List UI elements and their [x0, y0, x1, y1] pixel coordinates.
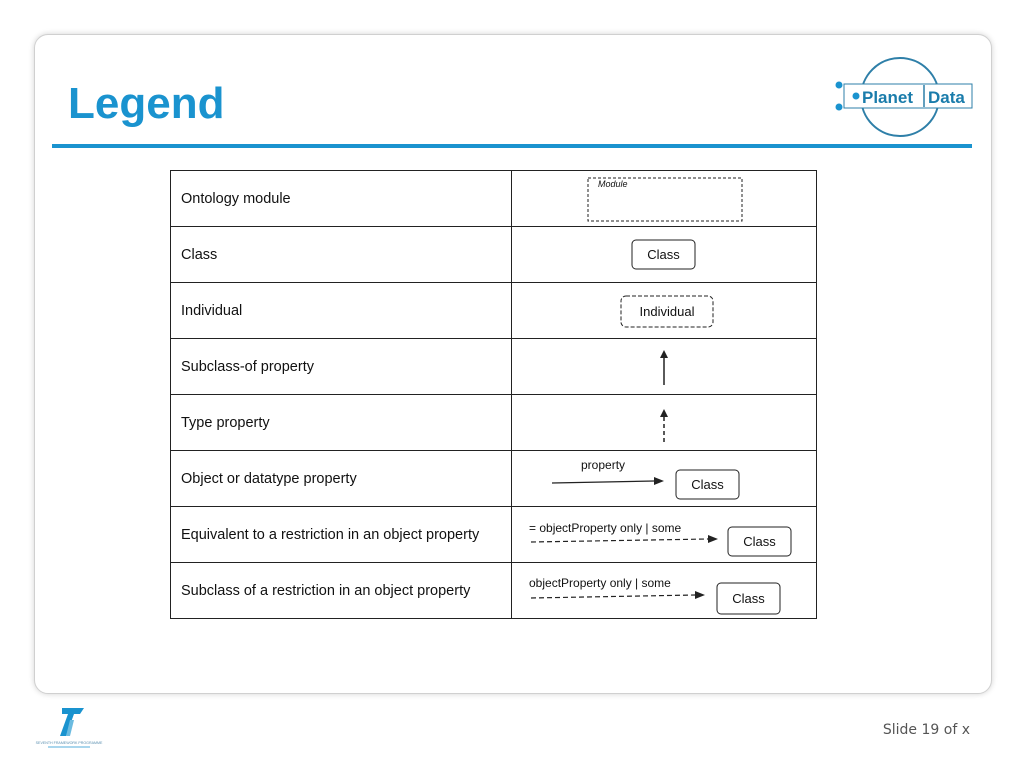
class-box-label: Class: [691, 477, 724, 492]
slide-number: Slide 19 of x: [882, 722, 970, 738]
row-label-type-property: Type property: [171, 395, 512, 451]
table-row: [171, 283, 817, 339]
individual-box-icon: [512, 283, 816, 338]
restriction-arrow-label: = objectProperty only | some: [529, 521, 682, 535]
module-label: Module: [598, 179, 628, 189]
row-label-subclass-of: Subclass-of property: [171, 339, 512, 395]
logo-text-left: Planet: [862, 88, 914, 107]
table-row: [171, 339, 817, 395]
logo-dot-icon: [836, 82, 843, 89]
symbol-equivalent-restriction: [512, 507, 817, 563]
row-label-class: Class: [171, 227, 512, 283]
symbol-object-datatype: [512, 451, 817, 507]
dashed-arrow-to-class-icon: [512, 507, 816, 562]
logo-text-right: Data: [928, 88, 965, 107]
dashed-arrow-to-class-icon: [512, 563, 816, 618]
table-row: [171, 395, 817, 451]
planetdata-logo: [832, 56, 974, 138]
row-label-individual: Individual: [171, 283, 512, 339]
individual-box-label: Individual: [639, 304, 695, 319]
fp7-logo: [35, 706, 103, 752]
logo-dot-icon: [836, 104, 843, 111]
solid-arrow-to-class-icon: [512, 451, 816, 506]
class-box-label: Class: [647, 247, 680, 262]
restriction-arrow-label: objectProperty only | some: [529, 576, 671, 590]
symbol-type-property: [512, 395, 817, 451]
table-row: [171, 563, 817, 619]
symbol-ontology-module: [512, 171, 817, 227]
symbol-class: [512, 227, 817, 283]
table-row: [171, 171, 817, 227]
solid-up-arrow-icon: [512, 339, 816, 394]
module-symbol-icon: [512, 171, 816, 226]
class-box-label: Class: [743, 534, 776, 549]
row-label-object-datatype: Object or datatype property: [171, 451, 512, 507]
symbol-individual: [512, 283, 817, 339]
symbol-subclass-of: [512, 339, 817, 395]
title-divider: [52, 144, 972, 148]
class-box-icon: [512, 227, 816, 282]
class-box-label: Class: [732, 591, 765, 606]
symbol-subclass-restriction: [512, 563, 817, 619]
row-label-subclass-restriction: Subclass of a restriction in an object property: [171, 563, 512, 619]
table-row: [171, 507, 817, 563]
page-title: Legend: [68, 79, 225, 128]
logo-dot-icon: [853, 93, 860, 100]
table-row: [171, 227, 817, 283]
fp7-caption: SEVENTH FRAMEWORK PROGRAMME: [35, 741, 103, 745]
dashed-up-arrow-icon: [512, 395, 816, 450]
row-label-equivalent-restriction: Equivalent to a restriction in an object property: [171, 507, 512, 563]
table-row: [171, 451, 817, 507]
property-arrow-label: property: [581, 458, 626, 472]
row-label-ontology-module: Ontology module: [171, 171, 512, 227]
legend-table: [170, 170, 817, 619]
